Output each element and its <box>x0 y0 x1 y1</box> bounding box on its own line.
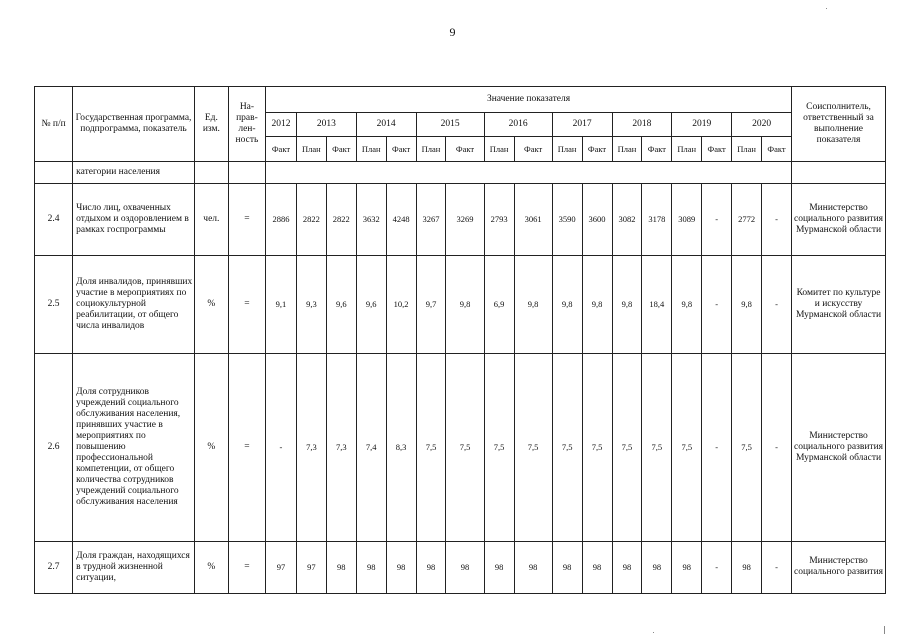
subheader-fact: Факт <box>702 137 732 162</box>
year-2015: 2015 <box>416 113 484 137</box>
subheader-plan: План <box>612 137 642 162</box>
empty-cell <box>266 162 792 184</box>
value-cell: 2772 <box>732 184 762 256</box>
row-number: 2.4 <box>35 184 73 256</box>
value-cell: 98 <box>612 541 642 593</box>
value-cell: 2793 <box>484 184 514 256</box>
value-cell: 9,6 <box>326 256 356 354</box>
value-cell: 9,8 <box>732 256 762 354</box>
value-cell: 3178 <box>642 184 672 256</box>
value-cell: 98 <box>326 541 356 593</box>
row-number: 2.7 <box>35 541 73 593</box>
value-cell: 2822 <box>296 184 326 256</box>
value-cell: - <box>762 184 792 256</box>
page-number: 9 <box>449 25 456 39</box>
subheader-fact: Факт <box>762 137 792 162</box>
value-cell: 9,7 <box>416 256 446 354</box>
value-cell: 10,2 <box>386 256 416 354</box>
value-cell: 7,5 <box>552 354 582 541</box>
responsible-cell: Министерство социального развития Мурманской области <box>792 354 886 541</box>
indicator-name: Доля инвалидов, принявших участие в мероприятиях по социокультурной реабилитации, от общего числа инвалидов <box>73 256 195 354</box>
value-cell: 98 <box>484 541 514 593</box>
value-cell: 9,8 <box>612 256 642 354</box>
continuation-text: категории населения <box>73 162 195 184</box>
unit-cell: % <box>194 354 228 541</box>
value-cell: - <box>762 541 792 593</box>
value-cell: - <box>702 354 732 541</box>
value-cell: 3600 <box>582 184 612 256</box>
value-cell: 98 <box>416 541 446 593</box>
value-cell: 98 <box>386 541 416 593</box>
year-2013: 2013 <box>296 113 356 137</box>
header-program: Государственная программа, подпрограмма, показатель <box>73 87 195 162</box>
value-cell: 7,5 <box>446 354 484 541</box>
responsible-cell: Министерство социального развития <box>792 541 886 593</box>
value-cell: 9,8 <box>514 256 552 354</box>
value-cell: 18,4 <box>642 256 672 354</box>
year-2020: 2020 <box>732 113 792 137</box>
value-cell: 3061 <box>514 184 552 256</box>
value-cell: 3089 <box>672 184 702 256</box>
value-cell: 3632 <box>356 184 386 256</box>
subheader-fact: Факт <box>386 137 416 162</box>
subheader-plan: План <box>296 137 326 162</box>
year-2012: 2012 <box>266 113 297 137</box>
value-cell: 2822 <box>326 184 356 256</box>
value-cell: 9,8 <box>672 256 702 354</box>
empty-cell <box>792 162 886 184</box>
subheader-fact: Факт <box>266 137 297 162</box>
empty-cell <box>228 162 265 184</box>
value-cell: 7,3 <box>296 354 326 541</box>
table-row <box>35 184 886 256</box>
value-cell: - <box>266 354 297 541</box>
value-cell: - <box>762 354 792 541</box>
value-cell: 7,5 <box>732 354 762 541</box>
table-row <box>35 256 886 354</box>
empty-cell <box>35 162 73 184</box>
value-cell: 2886 <box>266 184 297 256</box>
value-cell: 97 <box>296 541 326 593</box>
subheader-plan: План <box>732 137 762 162</box>
value-cell: 9,8 <box>552 256 582 354</box>
direction-cell: = <box>228 184 265 256</box>
direction-cell: = <box>228 541 265 593</box>
value-cell: 4248 <box>386 184 416 256</box>
value-cell: 7,5 <box>612 354 642 541</box>
year-2016: 2016 <box>484 113 552 137</box>
value-cell: 9,3 <box>296 256 326 354</box>
value-cell: 98 <box>552 541 582 593</box>
direction-cell: = <box>228 354 265 541</box>
responsible-cell: Комитет по культуре и искусству Мурманской области <box>792 256 886 354</box>
value-cell: - <box>702 256 732 354</box>
value-cell: 98 <box>446 541 484 593</box>
subheader-plan: План <box>552 137 582 162</box>
indicator-name: Доля граждан, находящихся в трудной жизненной ситуации, <box>73 541 195 593</box>
scan-speck <box>884 626 885 634</box>
value-cell: 97 <box>266 541 297 593</box>
subheader-fact: Факт <box>326 137 356 162</box>
subheader-plan: План <box>416 137 446 162</box>
value-cell: - <box>702 541 732 593</box>
header-value-title: Значение показателя <box>266 87 792 113</box>
value-cell: 7,5 <box>514 354 552 541</box>
unit-cell: чел. <box>194 184 228 256</box>
indicator-name: Доля сотрудников учреждений социального обслуживания населения, принявших участие в мероприятиях по повышению профессиональной компетенции, от общего количества сотрудников учреждений социального обслуживания населения <box>73 354 195 541</box>
responsible-cell: Министерство социального развития Мурманской области <box>792 184 886 256</box>
year-2017: 2017 <box>552 113 612 137</box>
subheader-plan: План <box>356 137 386 162</box>
header-direction: На-прав-лен-ность <box>228 87 265 162</box>
subheader-fact: Факт <box>642 137 672 162</box>
table-row-continuation <box>35 162 886 184</box>
value-cell: 7,5 <box>484 354 514 541</box>
row-number: 2.6 <box>35 354 73 541</box>
empty-cell <box>194 162 228 184</box>
value-cell: 3269 <box>446 184 484 256</box>
value-cell: 7,5 <box>582 354 612 541</box>
subheader-fact: Факт <box>582 137 612 162</box>
direction-cell: = <box>228 256 265 354</box>
scan-speck <box>826 8 827 9</box>
value-cell: 9,1 <box>266 256 297 354</box>
table-row <box>35 541 886 593</box>
value-cell: 8,3 <box>386 354 416 541</box>
subheader-fact: Факт <box>446 137 484 162</box>
year-2019: 2019 <box>672 113 732 137</box>
header-num: № п/п <box>35 87 73 162</box>
value-cell: 6,9 <box>484 256 514 354</box>
value-cell: 3082 <box>612 184 642 256</box>
value-cell: 3590 <box>552 184 582 256</box>
value-cell: 9,8 <box>582 256 612 354</box>
value-cell: 7,5 <box>416 354 446 541</box>
value-cell: 98 <box>582 541 612 593</box>
table-row <box>35 354 886 541</box>
subheader-fact: Факт <box>514 137 552 162</box>
indicator-table <box>34 86 886 594</box>
value-cell: 9,6 <box>356 256 386 354</box>
value-cell: 7,5 <box>642 354 672 541</box>
value-cell: - <box>762 256 792 354</box>
value-cell: 98 <box>514 541 552 593</box>
value-cell: 3267 <box>416 184 446 256</box>
value-cell: 9,8 <box>446 256 484 354</box>
value-cell: 7,5 <box>672 354 702 541</box>
row-number: 2.5 <box>35 256 73 354</box>
unit-cell: % <box>194 541 228 593</box>
value-cell: 7,4 <box>356 354 386 541</box>
value-cell: 98 <box>672 541 702 593</box>
unit-cell: % <box>194 256 228 354</box>
header-unit: Ед. изм. <box>194 87 228 162</box>
indicator-name: Число лиц, охваченных отдыхом и оздоровлением в рамках госпрограммы <box>73 184 195 256</box>
subheader-plan: План <box>672 137 702 162</box>
year-2018: 2018 <box>612 113 672 137</box>
year-2014: 2014 <box>356 113 416 137</box>
value-cell: - <box>702 184 732 256</box>
header-responsible: Соисполнитель, ответственный за выполнение показателя <box>792 87 886 162</box>
value-cell: 98 <box>732 541 762 593</box>
scan-speck <box>653 632 654 633</box>
value-cell: 7,3 <box>326 354 356 541</box>
value-cell: 98 <box>356 541 386 593</box>
subheader-plan: План <box>484 137 514 162</box>
value-cell: 98 <box>642 541 672 593</box>
